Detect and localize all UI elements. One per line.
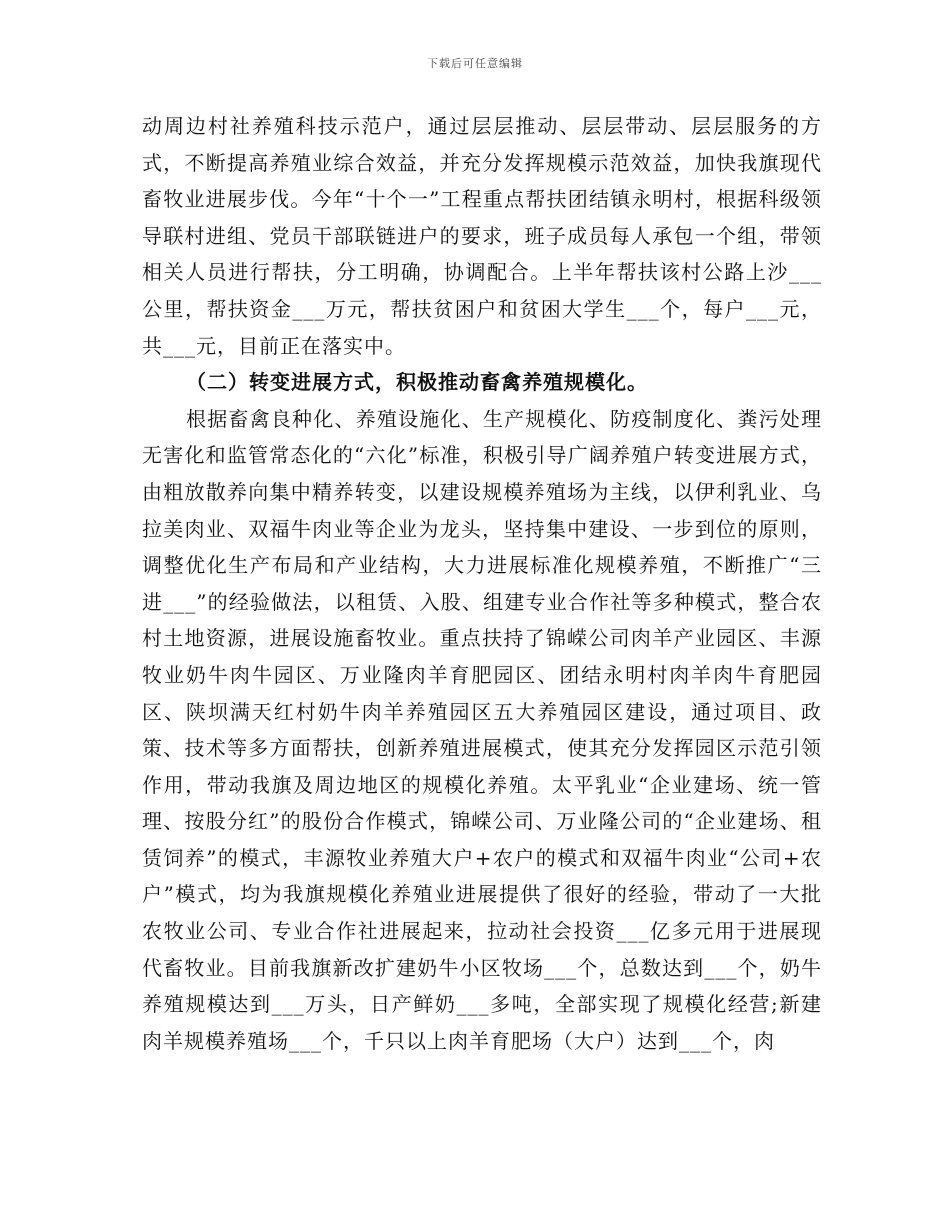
page-header: 下载后可任意编辑	[427, 57, 523, 70]
paragraph-1: 动周边村社养殖科技示范户，通过层层推动、层层带动、层层服务的方式，不断提高养殖业综合效益，并充分发挥规模示范效益，加快我旗现代畜牧业进展步伐。今年“十个一”工程重点帮扶团结镇永明村，根据科级领导联村进组、党员干部联链进户的要求，班子成员每人承包一个组，带领相关人员进行帮扶，分工明确，协调配合。上半年帮扶该村公路上沙___公里，帮扶资金___万元，帮扶贫困户和贫困大学生___个，每户___元，共___元，目前正在落实中。	[142, 114, 822, 358]
paragraph-2: 根据畜禽良种化、养殖设施化、生产规模化、防疫制度化、粪污处理无害化和监管常态化的“六化”标准，积极引导广阔养殖户转变进展方式，由粗放散养向集中精养转变，以建设规模养殖场为主线，以伊利乳业、乌拉美肉业、双福牛肉业等企业为龙头，坚持集中建设、一步到位的原则，调整优化生产布局和产业结构，大力进展标准化规模养殖，不断推广“三进___”的经验做法，以租赁、入股、组建专业合作社等多种模式，整合农村土地资源，进展设施畜牧业。重点扶持了锦嵘公司肉羊产业园区、丰源牧业奶牛肉牛园区、万业隆肉羊育肥园区、团结永明村肉羊肉牛育肥园区、陕坝满天红村奶牛肉羊养殖园区五大养殖园区建设，通过项目、政策、技术等多方面帮扶，创新养殖进展模式，使其充分发挥园区示范引领作用，带动我旗及周边地区的规模化养殖。太平乳业“企业建场、统一管理、按股分红”的股份合作模式，锦嵘公司、万业隆公司的“企业建场、租赁饲养”的模式，丰源牧业养殖大户+农户的模式和双福牛肉业“公司+农户”模式，均为我旗规模化养殖业进展提供了很好的经验，带动了一大批农牧业公司、专业合作社进展起来，拉动社会投资___亿多元用于进展现代畜牧业。目前我旗新改扩建奶牛小区牧场___个，总数达到___个，奶牛养殖规模达到___万头，日产鲜奶___多吨，全部实现了规模化经营;新建肉羊规模养殖场___个，千只以上肉羊育肥场（大户）达到___个，肉	[142, 406, 822, 1053]
section-heading: （二）转变进展方式，积极推动畜禽养殖规模化。	[186, 370, 648, 395]
document-body	[142, 108, 822, 1059]
